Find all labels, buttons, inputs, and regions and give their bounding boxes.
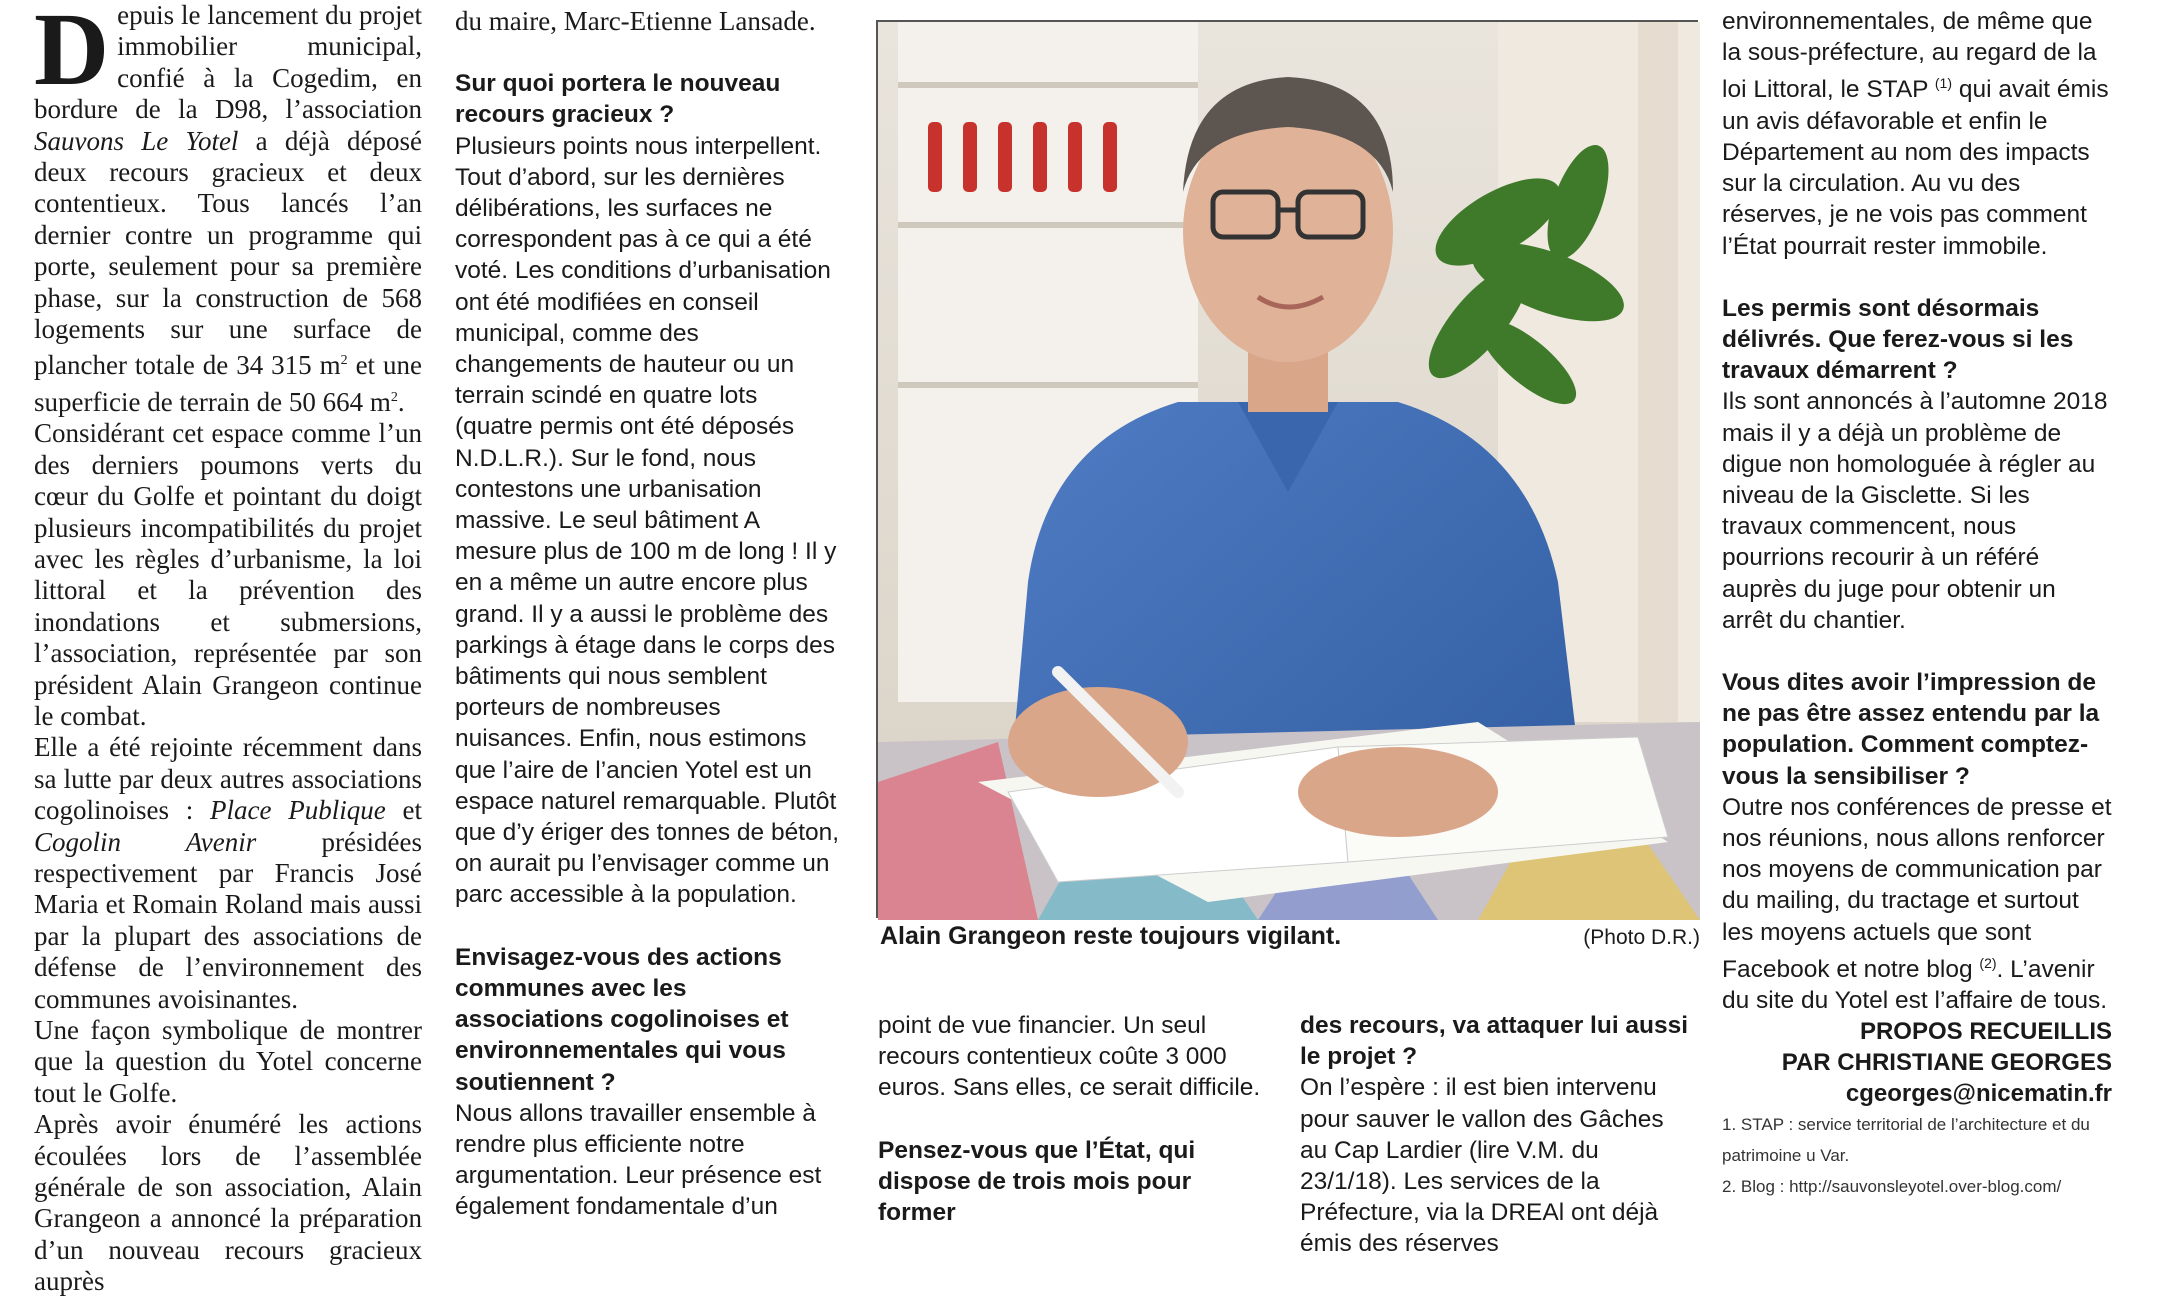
interview-question: Envisagez-vous des actions communes avec les associations cogolinoises et environnementales qui vous soutiennent ? bbox=[455, 943, 789, 1096]
interview-answer: Plusieurs points nous interpellent. Tout d’abord, sur les dernières délibérations, les surfaces ne correspondent pas à ce qui a été voté. Les conditions d’urbanisation ont été modifiées en conseil municipal, comme des changements de hauteur ou un terrain scindé en quatre lots (quatre permis ont été déposés N.D.L.R.). Sur le fond, nous contestons une urbanisation massive. Le seul bâtiment A mesure plus de 100 m de long ! Il y en a même un autre encore plus grand. Il y a aussi le problème des parkings à étage dans le corps des bâtiments qui nous semblent porteurs de nombreuses nuisances. Enfin, nous estimons que l’aire de l’ancien Yotel est un espace naturel remarquable. Plutôt que d’y ériger des tonnes de béton, on aurait pu l’envisager comme un parc accessible à la population. bbox=[455, 132, 840, 909]
paragraph: du maire, Marc-Etienne Lansade. bbox=[455, 6, 816, 36]
interview-answer: Ils sont annoncés à l’automne 2018 mais il y a déjà un problème de digue non homologuée à régler au niveau de la Gisclette. Si les travaux commencent, nous pourrions recourir à un référé auprès du juge pour obtenir un arrêt du chantier. bbox=[1722, 388, 2108, 634]
interview-answer: point de vue financier. Un seul recours contentieux coûte 3 000 euros. Sans elles, ce serait difficile. bbox=[878, 1012, 1261, 1102]
footnotes bbox=[1722, 1109, 2112, 1202]
interview-question: Pensez-vous que l’État, qui dispose de trois mois pour former bbox=[878, 1136, 1196, 1227]
caption-text: Alain Grangeon reste toujours vigilant. bbox=[880, 922, 1342, 950]
article-column-2 bbox=[455, 6, 841, 1270]
article-photo bbox=[876, 20, 1698, 918]
byline: PROPOS RECUEILLIS PAR CHRISTIANE GEORGES cgeorges@nicematin.fr bbox=[1722, 1016, 2112, 1109]
interview-answer: On l’espère : il est bien intervenu pour sauver le vallon des Gâches au Cap Lardier (lire V.M. du 23/1/18). Les services de la Préfecture, via la DREAl ont déjà émis des réserves bbox=[1300, 1074, 1664, 1258]
portrait-illustration bbox=[878, 22, 1700, 920]
paragraph: Considérant cet espace comme l’un des derniers poumons verts du cœur du Golfe et pointant du doigt plusieurs incompatibilités du projet avec les règles d’urbanisme, la loi littoral et la prévention des inondations et submersions, l’association, représentée par son président Alain Grangeon continue le combat. bbox=[34, 418, 422, 731]
article-column-5 bbox=[1722, 6, 2112, 1270]
footnote-link[interactable]: 2. Blog : http://sauvonsleyotel.over-blog.com/ bbox=[1722, 1177, 2062, 1197]
association-name: Sauvons Le Yotel bbox=[34, 125, 239, 156]
interview-answer: Nous allons travailler ensemble à rendre plus efficiente notre argumentation. Leur présence est également fondamentale d’un bbox=[455, 1099, 822, 1221]
interview-question: Les permis sont désormais délivrés. Que ferez-vous si les travaux démarrent ? bbox=[1722, 294, 2074, 385]
photo-credit: (Photo D.R.) bbox=[1583, 926, 1700, 949]
article-column-4 bbox=[1300, 1010, 1690, 1264]
paragraph: Après avoir énuméré les actions écoulées lors de l’assemblée générale de son association, Alain Grangeon a annoncé la préparation d’un nouveau recours gracieux auprès bbox=[34, 1109, 422, 1297]
paragraph: Elle a été rejointe récemment dans sa lutte par deux autres associations cogolinoises : Place Publique et Cogolin Avenir présidées respectivement par Francis José Maria et Romain Roland mais aussi par la plupart des associations de défense de l’environnement des communes avoisinantes. bbox=[34, 732, 422, 1014]
interview-question: des recours, va attaquer lui aussi le projet ? bbox=[1300, 1012, 1689, 1071]
paragraph: Une façon symbolique de montrer que la question du Yotel concerne tout le Golfe. bbox=[34, 1015, 422, 1108]
interview-question: Vous dites avoir l’impression de ne pas être assez entendu par la population. Comment comptez-vous la sensibiliser ? bbox=[1722, 669, 2100, 790]
interview-answer: environnementales, de même que la sous-préfecture, au regard de la loi Littoral, le STAP $^{(1)}$ qui avait émis un avis défavorable et enfin le Département au nom des impacts sur la circulation. Au vu des réserves, je ne vois pas comment l’État pourrait rester immobile. bbox=[1722, 8, 2109, 260]
author-email[interactable]: cgeorges@nicematin.fr bbox=[1845, 1080, 2112, 1108]
drop-cap: D bbox=[34, 0, 110, 107]
paragraph-intro: epuis le lancement du projet immobilier municipal, confié à la Cogedim, en bordure de la D98, l’association Sauvons Le Yotel a déjà déposé deux recours gracieux et deux contentieux. Tous lancés l’an dernier contre un programme qui porte, seulement pour sa première phase, sur la construction de 568 logements sur une surface de plancher totale de 34 315 $m^2$ et une superficie de terrain de 50 664 $m^2$. bbox=[34, 0, 422, 417]
article-column-3 bbox=[878, 1010, 1264, 1264]
footnote: 1. STAP : service territorial de l’architecture et du patrimoine u Var. bbox=[1722, 1115, 2090, 1166]
article-column-1 bbox=[34, 0, 422, 1297]
interview-answer: Outre nos conférences de presse et nos réunions, nous allons renforcer nos moyens de communication par du mailing, du tractage et surtout les moyens actuels que sont Facebook et notre blog $^{(2)}$. L’avenir du site du Yotel est l’affaire de tous. bbox=[1722, 793, 2112, 1015]
interview-question: Sur quoi portera le nouveau recours gracieux ? bbox=[455, 70, 781, 129]
photo-caption bbox=[880, 922, 1700, 951]
